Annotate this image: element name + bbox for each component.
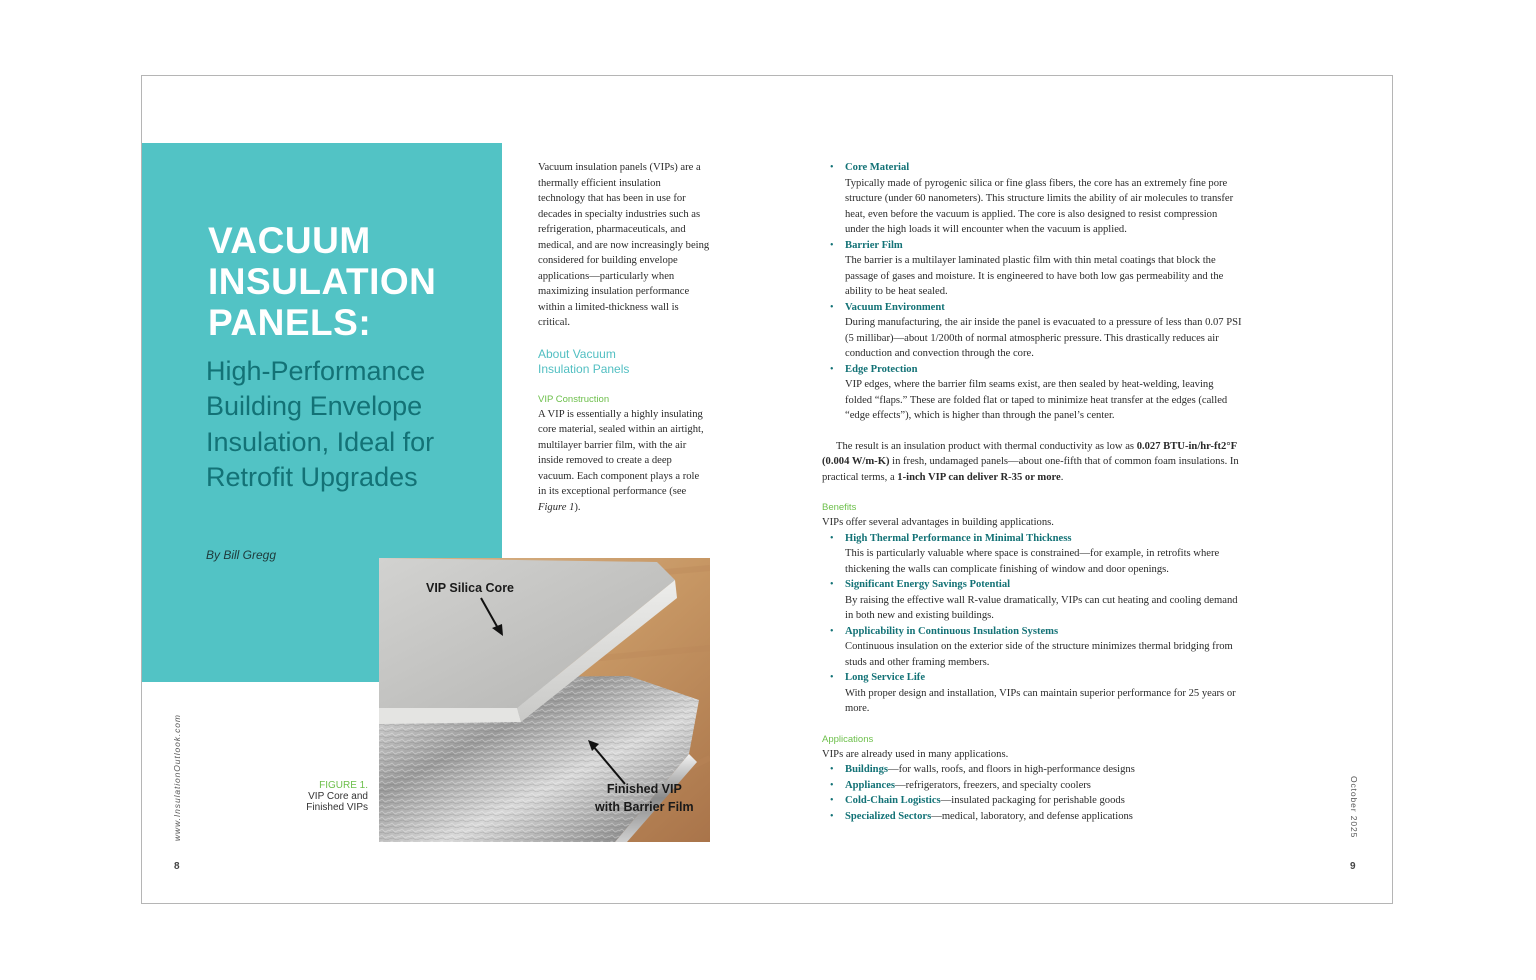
article-title: [208, 220, 488, 343]
figure-caption-line-1: VIP Core and: [308, 791, 368, 802]
list-item: [822, 793, 1242, 809]
list-item: [822, 362, 1242, 424]
figure-reference: Figure 1: [538, 501, 575, 513]
main-column: [822, 160, 1242, 824]
application-text: —medical, laboratory, and defense applications: [931, 810, 1133, 822]
result-r-value: 1-inch VIP can deliver R-35 or more: [897, 471, 1061, 483]
construction-paragraph: [538, 407, 710, 516]
article-title-line-3: PANELS:: [208, 302, 372, 343]
benefit-title: • Applicability in Continuous Insulation Systems: [845, 625, 1059, 637]
magazine-spread: [141, 75, 1393, 904]
application-title: Cold-Chain Logistics: [845, 795, 941, 806]
result-paragraph: [822, 439, 1242, 486]
list-item: [822, 809, 1242, 825]
list-item: [822, 300, 1242, 362]
article-subtitle: High-Performance Building Envelope Insulation, Ideal for Retrofit Upgrades: [206, 356, 435, 492]
figure-photo: [379, 558, 710, 842]
component-text: The barrier is a multilayer laminated plastic film with thin metal coatings that block the passage of gases and moisture. It is engineered to have both low gas permeability and the ability to be heat sealed.: [845, 255, 1224, 297]
intro-paragraph: Vacuum insulation panels (VIPs) are a thermally efficient insulation technology that has been in use for decades in specialty industries such as refrigeration, pharmaceuticals, and medical, and are now increasingly being considered for building envelope applications—particularly when maximizing insulation performance within a limited-thickness wall is critical.: [538, 162, 710, 328]
page-number-left: 8: [174, 861, 180, 872]
figure-label-finished-vip: [595, 780, 694, 816]
about-heading-line-2: Insulation Panels: [538, 361, 630, 376]
application-text: —refrigerators, freezers, and specialty coolers: [895, 779, 1091, 791]
benefits-heading: Benefits: [822, 502, 857, 513]
benefits-intro: VIPs offer several advantages in building applications.: [822, 517, 1054, 528]
construction-text: A VIP is essentially a highly insulating core material, sealed within an airtight, multilayer barrier film, with the air inside removed to create a deep vacuum. Each component plays a role in its exceptional performance (see: [538, 408, 704, 497]
article-title-line-2: INSULATION: [208, 261, 437, 302]
list-item: [822, 762, 1242, 778]
application-title: Buildings: [845, 764, 888, 775]
intro-column: [538, 160, 710, 515]
website-url: www.InsulationOutlook.com: [172, 714, 182, 841]
about-heading: [538, 347, 710, 377]
component-text: Typically made of pyrogenic silica or fine glass fibers, the core has an extremely fine pore structure (under 60 nanometers). This structure limits the ability of air molecules to transfer heat, even before the vacuum is applied. The core is also designed to resist compression under the high loads it will encounter when the vacuum is applied.: [845, 177, 1234, 235]
figure-caption-line-2: Finished VIPs: [306, 802, 368, 813]
list-item: [822, 670, 1242, 717]
issue-date: October 2025: [1349, 776, 1359, 839]
author-byline: By Bill Gregg: [206, 548, 277, 562]
list-item: [822, 160, 1242, 238]
result-text-2: in fresh, undamaged panels—about one-fifth that of common foam insulations. In practical terms, a: [822, 456, 1239, 483]
component-text: During manufacturing, the air inside the panel is evacuated to a pressure of less than 0.07 PSI (5 millibar)—about 1/200th of normal atmospheric pressure. This drastically reduces air conduction and convection through the core.: [845, 317, 1242, 359]
application-text: —insulated packaging for perishable goods: [940, 795, 1125, 806]
result-text-3: .: [1060, 471, 1064, 483]
application-title: Specialized Sectors: [845, 810, 932, 822]
figure-number: FIGURE 1.: [319, 780, 368, 791]
benefit-title: • High Thermal Performance in Minimal Thickness: [845, 532, 1072, 544]
benefit-text: This is particularly valuable where space is constrained—for example, in retrofits where thickening the walls can complicate finishing of window and door openings.: [845, 548, 1220, 575]
benefits-list: [822, 531, 1242, 717]
benefit-title: • Long Service Life: [845, 672, 926, 683]
component-text: VIP edges, where the barrier film seams exist, are then sealed by heat-welding, leaving folded “flaps.” These are folded flat or taped to minimize heat transfer at the edges (called “edge effects”), which is higher than through the panel’s center.: [845, 379, 1228, 421]
application-title: Appliances: [845, 779, 896, 791]
about-heading-line-1: About Vacuum: [538, 346, 616, 361]
figure-caption: [282, 780, 368, 813]
figure-label-silica-core: VIP Silica Core: [426, 581, 515, 595]
components-list: [822, 160, 1242, 424]
applications-intro: VIPs are already used in many applications.: [822, 748, 1009, 760]
benefit-title: • Significant Energy Savings Potential: [845, 579, 1011, 590]
figure-label-finished-line-2: with Barrier Film: [595, 800, 694, 814]
result-conductivity: 0.027 BTU-in/hr-ft2°F (0.004 W/m-K): [822, 440, 1237, 467]
applications-heading: Applications: [822, 733, 874, 745]
component-title: • Edge Protection: [845, 363, 918, 375]
component-title: • Barrier Film: [845, 239, 903, 251]
application-text: —for walls, roofs, and floors in high-performance designs: [888, 764, 1135, 775]
list-item: [822, 531, 1242, 578]
list-item: [822, 624, 1242, 671]
list-item: [822, 238, 1242, 300]
benefit-text: By raising the effective wall R-value dramatically, VIPs can cut heating and cooling demand in both new and existing buildings.: [845, 594, 1238, 621]
list-item: [822, 577, 1242, 624]
page-number-right: 9: [1350, 861, 1356, 872]
figure-label-finished-line-1: Finished VIP: [606, 782, 682, 796]
component-title: • Core Material: [845, 162, 910, 173]
construction-end: ).: [574, 501, 581, 513]
component-title: • Vacuum Environment: [845, 301, 945, 313]
applications-list: [822, 762, 1242, 824]
construction-heading: VIP Construction: [538, 393, 610, 405]
benefit-text: Continuous insulation on the exterior side of the structure minimizes thermal bridging from studs and other framing members.: [845, 641, 1233, 668]
article-title-line-1: VACUUM: [208, 220, 371, 261]
result-text-1: The result is an insulation product with thermal conductivity as low as: [836, 440, 1137, 452]
list-item: [822, 778, 1242, 794]
benefit-text: With proper design and installation, VIPs can maintain superior performance for 25 years or more.: [845, 687, 1236, 714]
